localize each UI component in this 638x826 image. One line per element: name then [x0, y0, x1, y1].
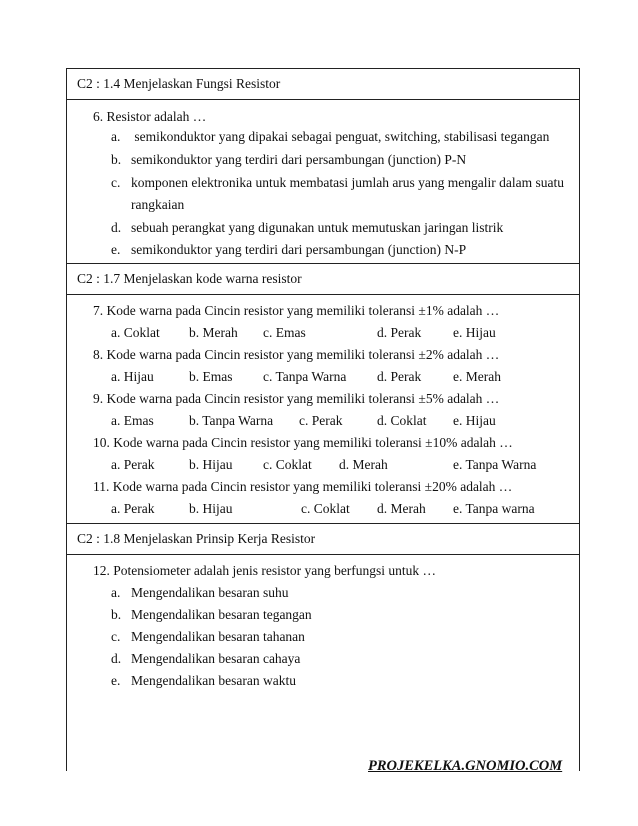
- question-7: 7. Kode warna pada Cincin resistor yang memiliki toleransi ±1% adalah …: [93, 303, 500, 318]
- option: b. Merah: [189, 325, 238, 340]
- section-header-1: C2 : 1.4 Menjelaskan Fungsi Resistor: [67, 69, 579, 100]
- option: c. Coklat: [263, 457, 312, 472]
- question-8: 8. Kode warna pada Cincin resistor yang memiliki toleransi ±2% adalah …: [93, 347, 500, 362]
- option: e. Merah: [453, 369, 501, 384]
- option: d. Perak: [377, 325, 422, 340]
- option: e. Tanpa warna: [453, 501, 535, 516]
- question-6: 6. Resistor adalah …: [93, 109, 207, 124]
- question-10: 10. Kode warna pada Cincin resistor yang memiliki toleransi ±10% adalah …: [93, 435, 513, 450]
- option-6a: [111, 129, 549, 145]
- option-12e: [111, 673, 296, 689]
- option: a. Coklat: [111, 325, 160, 340]
- option-letter: d.: [111, 651, 122, 666]
- option-text: Mengendalikan besaran cahaya: [131, 651, 301, 666]
- option: a. Emas: [111, 413, 154, 428]
- option: d. Perak: [377, 369, 422, 384]
- option: c. Tanpa Warna: [263, 369, 347, 384]
- option-text: Mengendalikan besaran waktu: [131, 673, 296, 688]
- option: a. Perak: [111, 501, 155, 516]
- option-letter: e.: [111, 242, 121, 257]
- option: a. Hijau: [111, 369, 154, 384]
- option-letter: c.: [111, 175, 121, 190]
- section-header-2: C2 : 1.7 Menjelaskan kode warna resistor: [67, 263, 579, 295]
- option: d. Coklat: [377, 413, 427, 428]
- option-6b: [111, 152, 466, 168]
- section-header-3: C2 : 1.8 Menjelaskan Prinsip Kerja Resistor: [67, 523, 579, 555]
- option-text: Mengendalikan besaran suhu: [131, 585, 289, 600]
- question-9: 9. Kode warna pada Cincin resistor yang memiliki toleransi ±5% adalah …: [93, 391, 500, 406]
- option-6d: [111, 220, 503, 236]
- option-text: semikonduktor yang terdiri dari persambungan (junction) N-P: [131, 242, 467, 257]
- option-6c: [111, 175, 564, 191]
- option: e. Hijau: [453, 325, 496, 340]
- option-letter: e.: [111, 673, 121, 688]
- option: b. Emas: [189, 369, 233, 384]
- option-12a: [111, 585, 288, 601]
- option-text: komponen elektronika untuk membatasi jumlah arus yang mengalir dalam suatu: [131, 175, 565, 190]
- question-11: 11. Kode warna pada Cincin resistor yang memiliki toleransi ±20% adalah …: [93, 479, 513, 494]
- option-letter: c.: [111, 629, 121, 644]
- option-6e: [111, 242, 466, 258]
- option-letter: a.: [111, 129, 121, 144]
- option: d. Merah: [377, 501, 426, 516]
- option: d. Merah: [339, 457, 388, 472]
- question-table: [66, 68, 580, 771]
- option-text: semikonduktor yang dipakai sebagai penguat, switching, stabilisasi tegangan: [131, 129, 550, 144]
- option-letter: b.: [111, 152, 122, 167]
- option: e. Tanpa Warna: [453, 457, 537, 472]
- option-letter: a.: [111, 585, 121, 600]
- option-text: sebuah perangkat yang digunakan untuk memutuskan jaringan listrik: [131, 220, 504, 235]
- option: c. Emas: [263, 325, 306, 340]
- option-12d: [111, 651, 300, 667]
- question-12: 12. Potensiometer adalah jenis resistor yang berfungsi untuk …: [93, 563, 437, 578]
- footer-site-link[interactable]: PROJEKELKA.GNOMIO.COM: [368, 758, 563, 774]
- option: b. Hijau: [189, 457, 233, 472]
- option: c. Perak: [299, 413, 343, 428]
- option: b. Hijau: [189, 501, 233, 516]
- option-6c-cont: [111, 197, 184, 213]
- option: c. Coklat: [301, 501, 350, 516]
- option-text: semikonduktor yang terdiri dari persambungan (junction) P-N: [131, 152, 467, 167]
- option-12b: [111, 607, 312, 623]
- option-12c: [111, 629, 305, 645]
- option: a. Perak: [111, 457, 155, 472]
- option-letter: b.: [111, 607, 122, 622]
- option-text: Mengendalikan besaran tahanan: [131, 629, 305, 644]
- option-letter: d.: [111, 220, 122, 235]
- option: b. Tanpa Warna: [189, 413, 274, 428]
- option: e. Hijau: [453, 413, 496, 428]
- option-text: rangkaian: [131, 197, 185, 212]
- option-text: Mengendalikan besaran tegangan: [131, 607, 312, 622]
